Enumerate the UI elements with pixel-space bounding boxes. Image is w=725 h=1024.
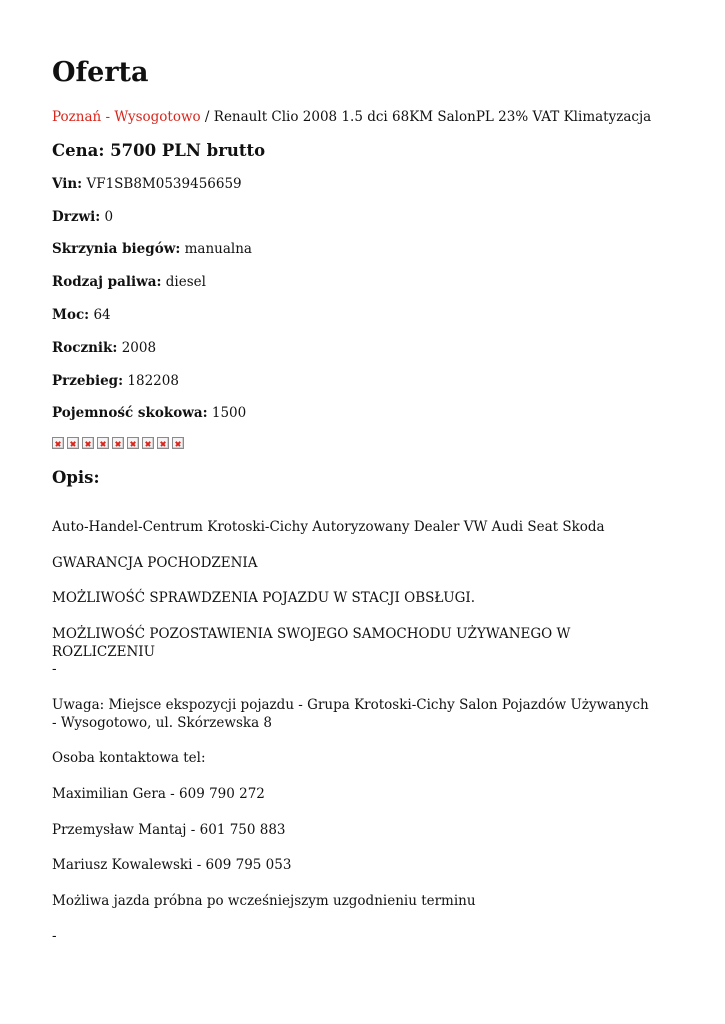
broken-image-icon[interactable]	[172, 437, 184, 449]
description-paragraph: GWARANCJA POCHODZENIA	[52, 555, 258, 571]
contact-person: Przemysław Mantaj - 601 750 883	[52, 822, 286, 838]
description-paragraph: MOŻLIWOŚĆ SPRAWDZENIA POJAZDU W STACJI OBSŁUGI.	[52, 590, 475, 606]
broken-image-icon[interactable]	[97, 437, 109, 449]
description-paragraph: Auto-Handel-Centrum Krotoski-Cichy Autoryzowany Dealer VW Audi Seat Skoda	[52, 519, 605, 535]
spec-value: 64	[93, 307, 111, 323]
description-paragraph: Uwaga: Miejsce ekspozycji pojazdu - Grupa Krotoski-Cichy Salon Pojazdów Używanych - Wysogotowo, ul. Skórzewska 8	[52, 697, 649, 731]
spec-year	[52, 339, 156, 357]
location-link[interactable]: Poznań - Wysogotowo	[52, 109, 201, 125]
spec-value: 1500	[211, 405, 247, 421]
broken-image-icon[interactable]	[157, 437, 169, 449]
spec-mileage	[52, 372, 179, 390]
spec-doors	[52, 208, 113, 226]
broken-image-icon[interactable]	[127, 437, 139, 449]
spec-label: Rocznik:	[52, 340, 118, 356]
spec-value: VF1SB8M0539456659	[86, 176, 242, 192]
broken-image-icon[interactable]	[52, 437, 64, 449]
spec-label: Rodzaj paliwa:	[52, 274, 162, 290]
spec-label: Drzwi:	[52, 209, 101, 225]
description-paragraph: Możliwa jazda próbna po wcześniejszym uzgodnieniu terminu	[52, 893, 476, 909]
spec-vin	[52, 175, 242, 193]
offer-name: Renault Clio 2008 1.5 dci 68KM SalonPL 23% VAT Klimatyzacja	[213, 109, 652, 125]
spec-value: 0	[104, 209, 114, 225]
description-paragraph: MOŻLIWOŚĆ POZOSTAWIENIA SWOJEGO SAMOCHODU UŻYWANEGO W ROZLICZENIU	[52, 626, 571, 660]
description-paragraph: Osoba kontaktowa tel:	[52, 750, 206, 766]
spec-label: Skrzynia biegów:	[52, 241, 181, 257]
description-paragraph: -	[52, 928, 57, 944]
spec-label: Pojemność skokowa:	[52, 405, 208, 421]
spec-engine-capacity	[52, 404, 246, 422]
image-thumbnails	[52, 437, 184, 449]
description-heading: Opis:	[52, 468, 100, 487]
spec-label: Vin:	[52, 176, 83, 192]
contact-person: Maximilian Gera - 609 790 272	[52, 786, 265, 802]
spec-fuel	[52, 273, 206, 291]
spec-gearbox	[52, 240, 252, 258]
price-heading: Cena: 5700 PLN brutto	[52, 141, 266, 160]
page-title: Oferta	[52, 57, 149, 88]
spec-label: Moc:	[52, 307, 90, 323]
contact-person: Mariusz Kowalewski - 609 795 053	[52, 857, 292, 873]
breadcrumb	[52, 108, 651, 126]
spec-value: 182208	[127, 373, 179, 389]
spec-value: 2008	[121, 340, 157, 356]
spec-value: manualna	[184, 241, 252, 257]
description-paragraph: -	[52, 661, 57, 677]
broken-image-icon[interactable]	[142, 437, 154, 449]
breadcrumb-separator: /	[200, 109, 214, 125]
broken-image-icon[interactable]	[67, 437, 79, 449]
spec-value: diesel	[165, 274, 206, 290]
spec-label: Przebieg:	[52, 373, 124, 389]
broken-image-icon[interactable]	[112, 437, 124, 449]
broken-image-icon[interactable]	[82, 437, 94, 449]
spec-power	[52, 306, 111, 324]
